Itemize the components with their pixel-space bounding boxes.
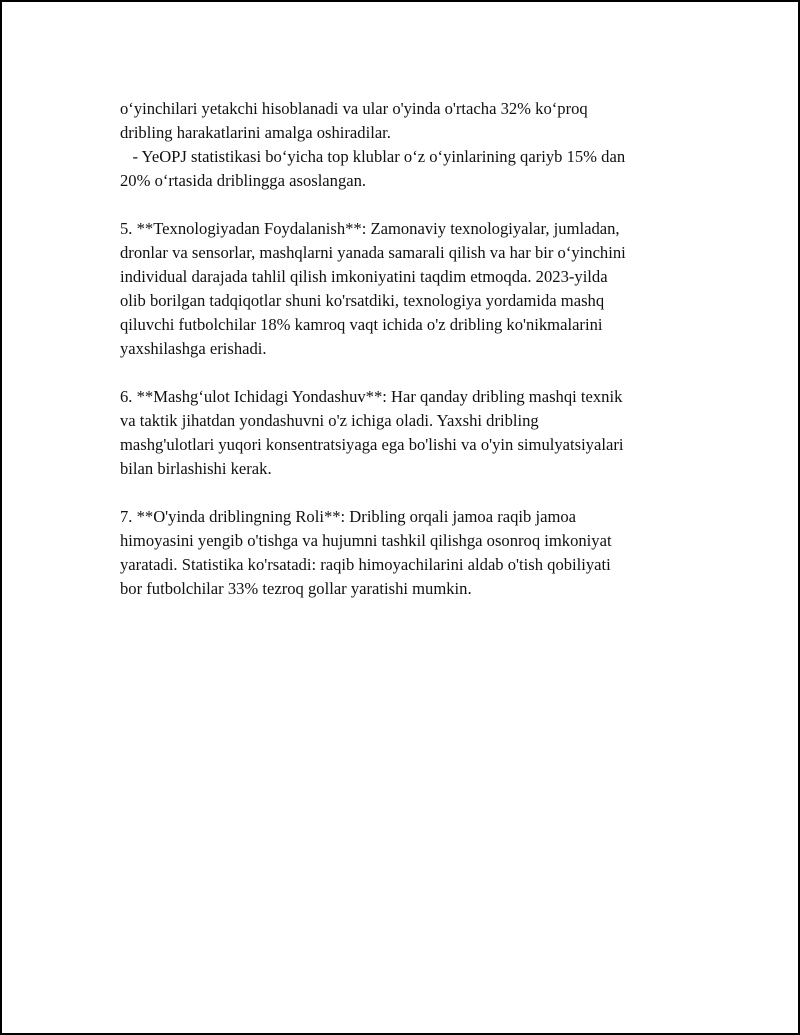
text-line: mashg'ulotlari yuqori konsentratsiyaga ega bo'lishi va o'yin simulyatsiyalari xyxy=(120,435,624,454)
document-body xyxy=(120,97,705,601)
text-line: dronlar va sensorlar, mashqlarni yanada samarali qilish va har bir o‘yinchini xyxy=(120,243,626,262)
text-line: 5. **Texnologiyadan Foydalanish**: Zamonaviy texnologiyalar, jumladan, xyxy=(120,219,620,238)
paragraph-gap xyxy=(120,193,705,217)
section-6-training-approach xyxy=(120,385,705,481)
text-line: yaxshilashga erishadi. xyxy=(120,339,267,358)
text-line: bilan birlashishi kerak. xyxy=(120,459,272,478)
text-line: bor futbolchilar 33% tezroq gollar yaratishi mumkin. xyxy=(120,579,472,598)
text-line: 6. **Mashg‘ulot Ichidagi Yondashuv**: Har qanday dribling mashqi texnik xyxy=(120,387,623,406)
text-line: olib borilgan tadqiqotlar shuni ko'rsatdiki, texnologiya yordamida mashq xyxy=(120,291,605,310)
text-line: yaratadi. Statistika ko'rsatadi: raqib himoyachilarini aldab o'tish qobiliyati xyxy=(120,555,611,574)
paragraph-gap xyxy=(120,361,705,385)
text-line: va taktik jihatdan yondashuvni o'z ichiga oladi. Yaxshi dribling xyxy=(120,411,539,430)
text-line: dribling harakatlarini amalga oshiradilar. xyxy=(120,123,391,142)
paragraph-gap xyxy=(120,481,705,505)
text-line: individual darajada tahlil qilish imkoniyatini taqdim etmoqda. 2023-yilda xyxy=(120,267,608,286)
text-line: o‘yinchilari yetakchi hisoblanadi va ular o'yinda o'rtacha 32% ko‘proq xyxy=(120,99,588,118)
paragraph-dribbling-stats xyxy=(120,97,705,145)
section-5-technology xyxy=(120,217,705,361)
text-line: himoyasini yengib o'tishga va hujumni tashkil qilishga osonroq imkoniyat xyxy=(120,531,612,550)
text-line: - YeOPJ statistikasi bo‘yicha top klublar o‘z o‘yinlarining qariyb 15% dan xyxy=(120,147,626,166)
text-line: 7. **O'yinda driblingning Roli**: Dribling orqali jamoa raqib jamoa xyxy=(120,507,577,526)
section-7-role-in-game xyxy=(120,505,705,601)
text-line: qiluvchi futbolchilar 18% kamroq vaqt ichida o'z dribling ko'nikmalarini xyxy=(120,315,603,334)
text-line: 20% o‘rtasida driblingga asoslangan. xyxy=(120,171,367,190)
bullet-yeopj-statistics xyxy=(120,145,705,193)
